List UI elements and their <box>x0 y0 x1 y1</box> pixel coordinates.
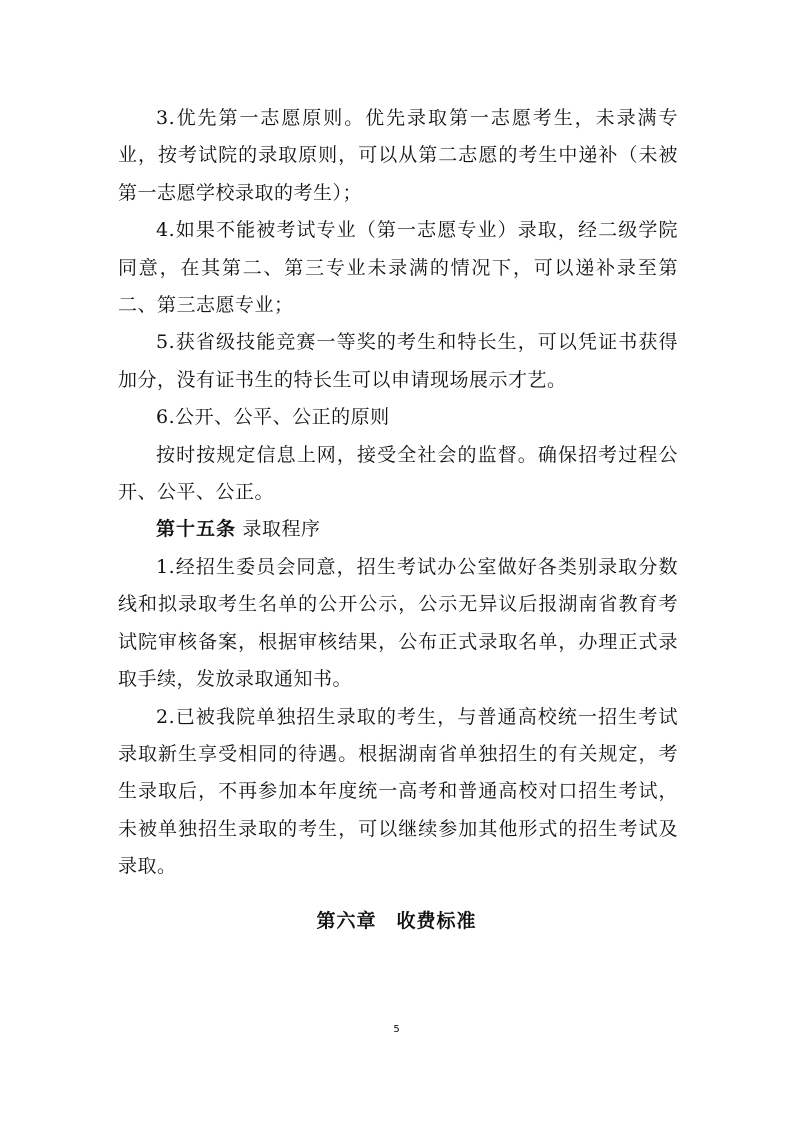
paragraph-rule-3: 3.优先第一志愿原则。优先录取第一志愿考生，未录满专业，按考试院的录取原则，可以从第二志愿的考生中递补（未被第一志愿学校录取的考生）； <box>118 107 678 204</box>
paragraph-rule-6: 6.公开、公平、公正的原则 <box>156 406 390 429</box>
article-heading-text: 录取程序 <box>236 518 321 541</box>
paragraph-procedure-2: 2.已被我院单独招生录取的考生，与普通高校统一招生考试录取新生享受相同的待遇。根据湖南省单独招生的有关规定，考生录取后，不再参加本年度统一高考和普通高校对口招生考试，未被单独招生录取的考生，可以继续参加其他形式的招生考试及录取。 <box>118 705 678 878</box>
paragraph-supervision: 按时按规定信息上网，接受全社会的监督。确保招考过程公开、公平、公正。 <box>118 443 678 504</box>
paragraph-rule-4: 4.如果不能被考试专业（第一志愿专业）录取，经二级学院同意，在其第二、第三专业未录满的情况下，可以递补录至第二、第三志愿专业； <box>118 219 678 317</box>
document-body <box>118 100 678 886</box>
paragraph-procedure-1: 1.经招生委员会同意，招生考试办公室做好各类别录取分数线和拟录取考生名单的公开公示，公示无异议后报湖南省教育考试院审核备案，根据审核结果，公布正式录取名单，办理正式录取手续，发放录取通知书。 <box>118 555 678 691</box>
article-number: 第十五条 <box>156 518 237 541</box>
paragraph-rule-5: 5.获省级技能竞赛一等奖的考生和特长生，可以凭证书获得加分，没有证书生的特长生可以申请现场展示才艺。 <box>118 331 678 391</box>
page-number: 5 <box>393 1024 400 1035</box>
chapter-title: 第六章 收费标准 <box>316 910 477 932</box>
article-15-heading <box>118 511 678 548</box>
